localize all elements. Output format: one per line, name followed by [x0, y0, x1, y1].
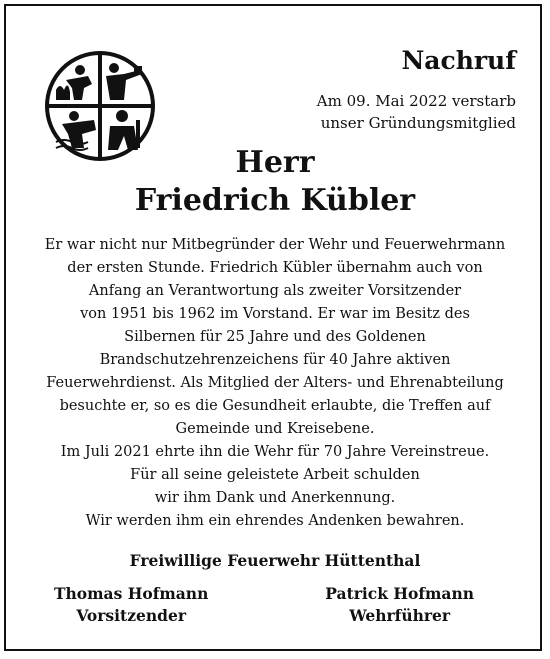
signatory-role: Vorsitzender — [76, 606, 187, 625]
obituary-heading: Nachruf — [401, 46, 516, 75]
organization-name: Freiwillige Feuerwehr Hüttenthal — [129, 551, 421, 570]
tribute-line: Im Juli 2021 ehrte ihn die Wehr für 70 Jahre Vereinstreue. — [60, 444, 490, 460]
tribute-line: Silbernen für 25 Jahre und des Goldenen — [124, 329, 426, 345]
tribute-line: Feuerwehrdienst. Als Mitglied der Alters- und Ehrenabteilung — [46, 375, 504, 391]
signatory-left — [54, 583, 208, 627]
tribute-line: Er war nicht nur Mitbegründer der Wehr und Feuerwehrmann — [44, 237, 506, 253]
intro-text — [317, 90, 516, 134]
signatory-right — [325, 583, 474, 627]
tribute-line: der ersten Stunde. Friedrich Kübler übernahm auch von — [67, 260, 483, 276]
obituary-frame — [4, 4, 542, 651]
deceased-name: Friedrich Kübler — [134, 183, 416, 218]
honorific: Herr — [235, 145, 315, 180]
tribute-line: Anfang an Verantwortung als zweiter Vorsitzender — [88, 283, 462, 299]
tribute-text — [6, 234, 544, 533]
intro-line: unser Gründungsmitglied — [320, 114, 516, 132]
signatory-role: Wehrführer — [349, 606, 451, 625]
tribute-line: Wir werden ihm ein ehrendes Andenken bewahren. — [85, 513, 465, 529]
signatory-name: Thomas Hofmann — [54, 584, 209, 603]
tribute-line: wir ihm Dank und Anerkennung. — [154, 490, 396, 506]
deceased-name-block — [6, 144, 544, 220]
signatory-name: Patrick Hofmann — [325, 584, 474, 603]
tribute-line: besuchte er, so es die Gesundheit erlaubte, die Treffen auf — [59, 398, 491, 414]
tribute-line: von 1951 bis 1962 im Vorstand. Er war im Besitz des — [80, 306, 470, 322]
tribute-line: Gemeinde und Kreisebene. — [175, 421, 375, 437]
tribute-line: Brandschutzehrenzeichens für 40 Jahre aktiven — [99, 352, 451, 368]
intro-line: Am 09. Mai 2022 verstarb — [316, 92, 516, 110]
tribute-line: Für all seine geleistete Arbeit schulden — [130, 467, 420, 483]
